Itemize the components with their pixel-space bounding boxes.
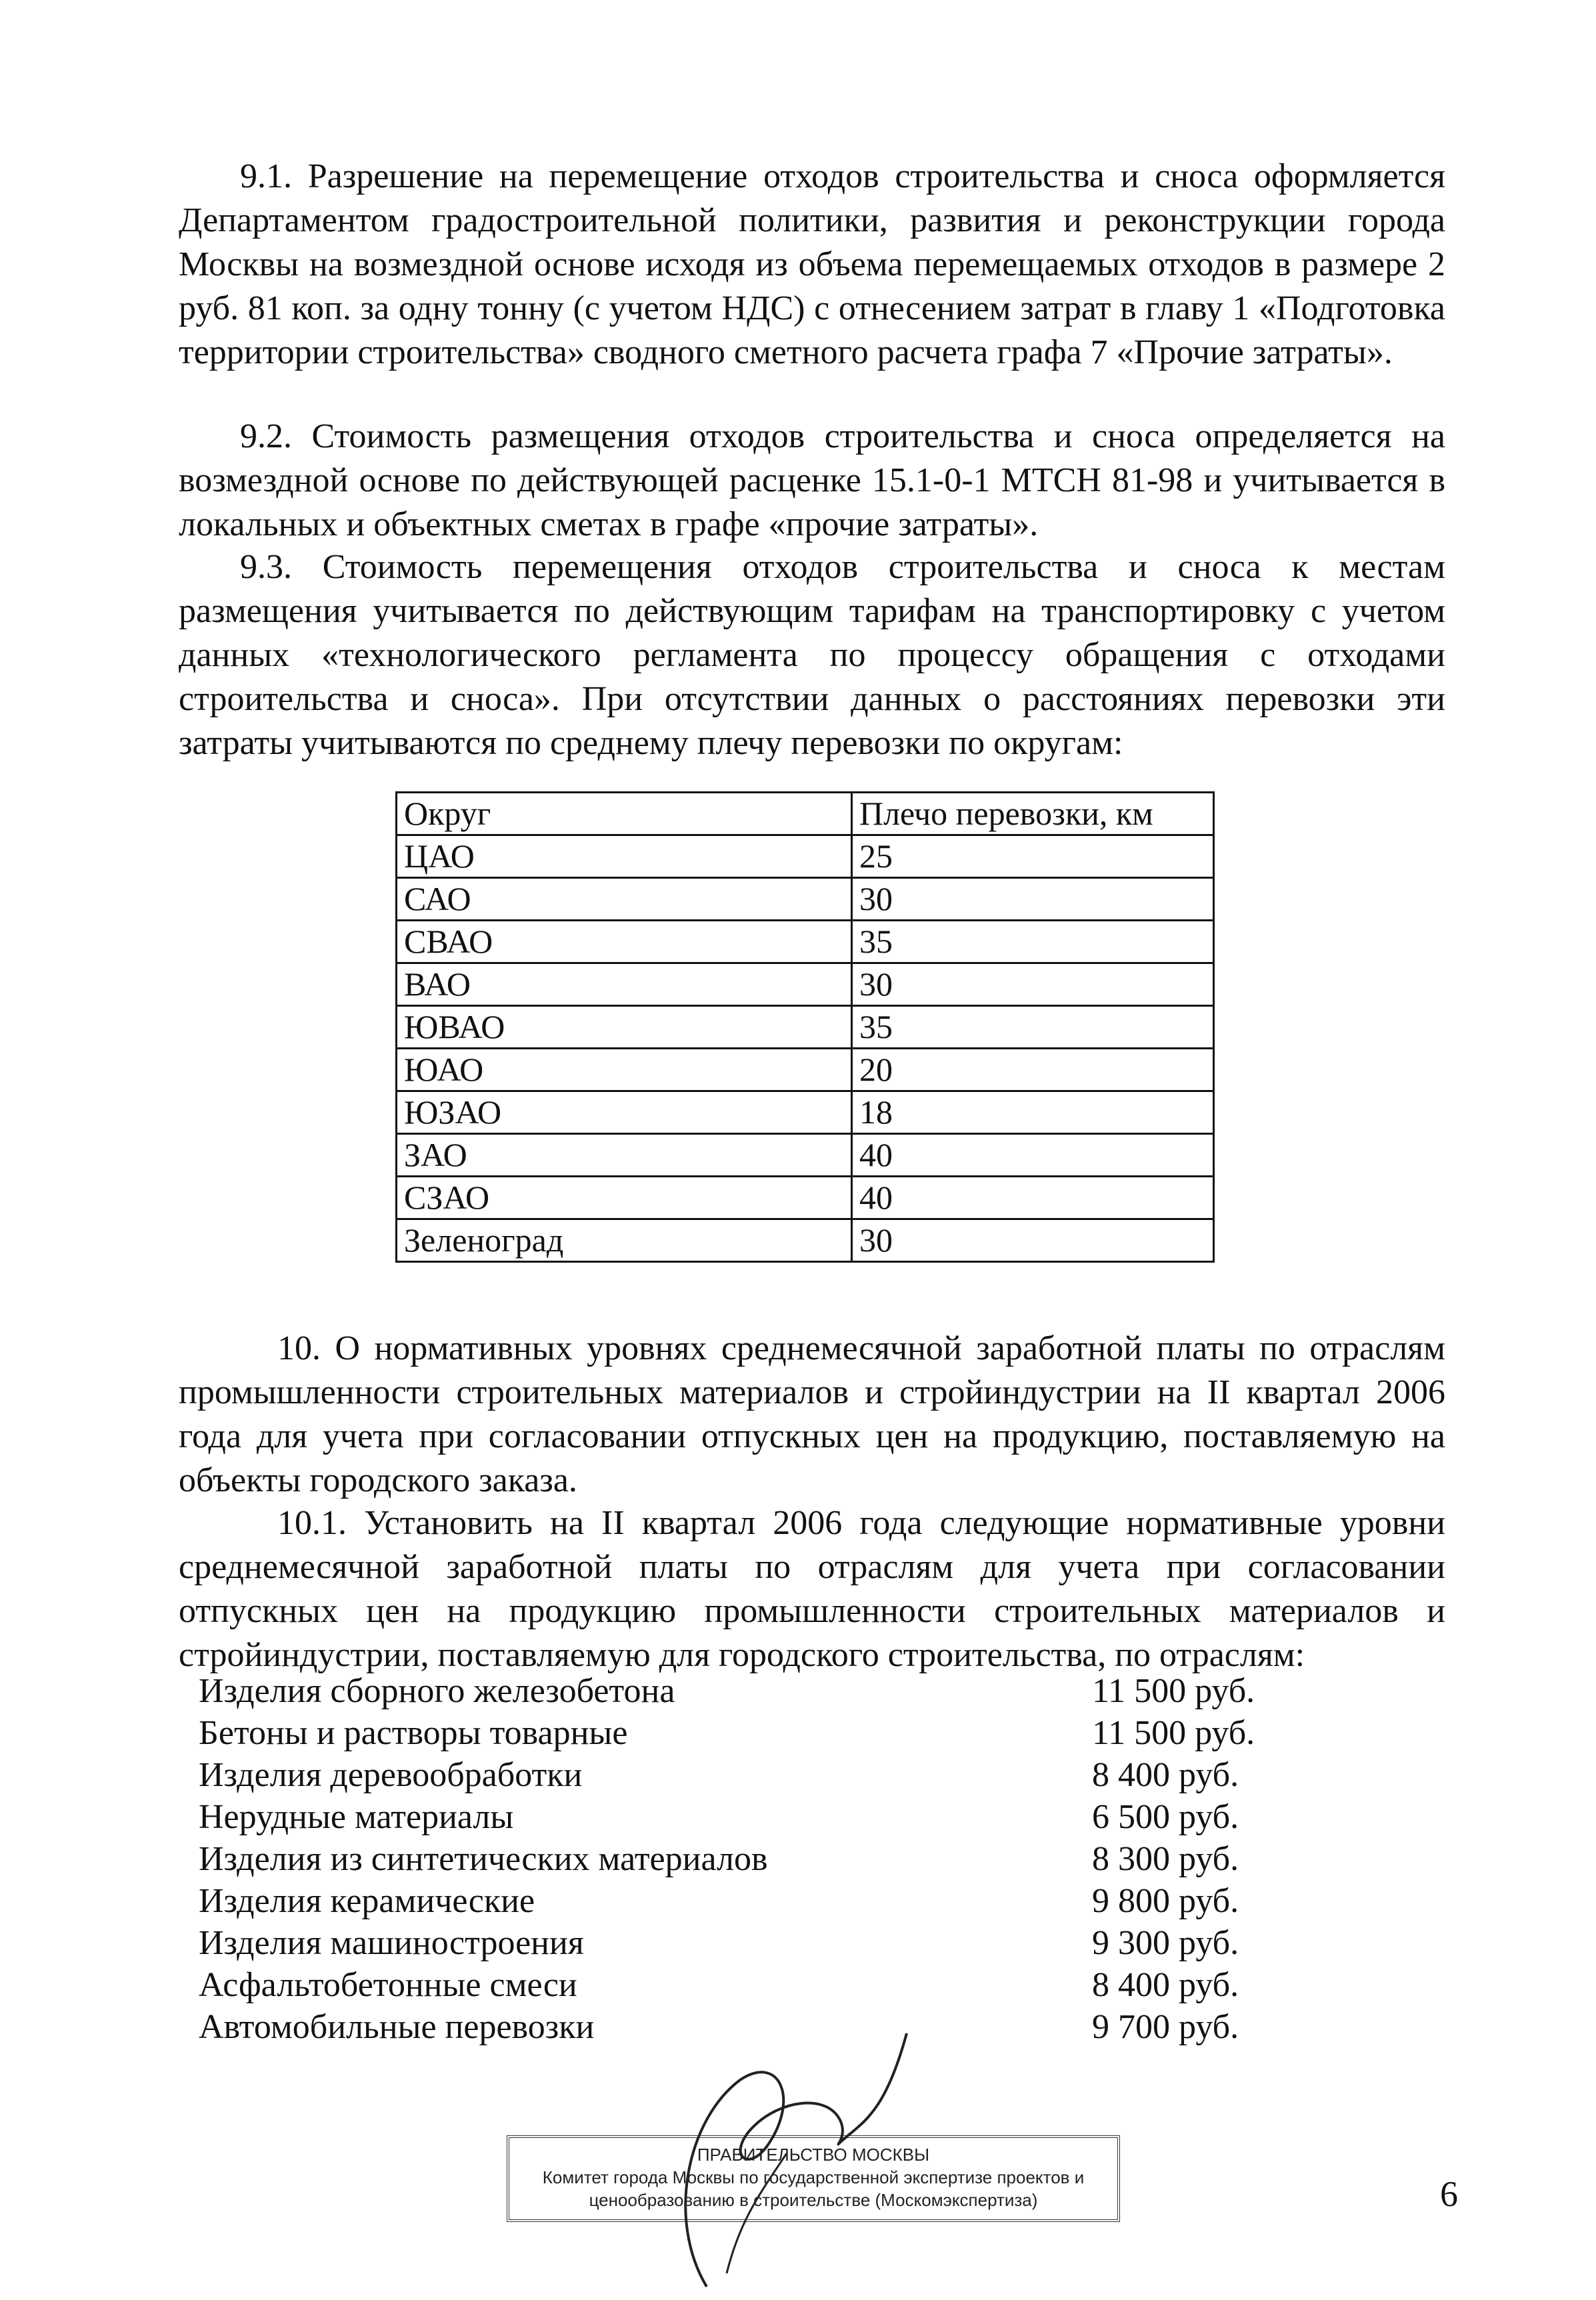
district-cell: ЮАО [397,1049,852,1091]
paragraph-9-2: 9.2. Стоимость размещения отходов строительства и сноса определяется на возмездной основе по действующей расценке 15.1-0-1 МТСН 81-98 и учитывается в локальных и объектных сметах в графе «прочие затраты». [179,417,1445,543]
stamp-line: ценообразованию в строительстве (Москомэкспертиза) [589,2190,1038,2210]
table-row [397,878,1214,921]
industry-name: Асфальтобетонные смеси [199,1966,577,2004]
table-header-row [397,793,1214,835]
page-number: 6 [1440,2174,1458,2214]
distance-cell: 30 [852,878,1214,921]
industry-name: Изделия деревообработки [199,1756,583,1794]
district-cell: СЗАО [397,1177,852,1219]
distance-cell: 35 [852,921,1214,963]
paragraph-9-3: 9.3. Стоимость перемещения отходов строительства и сноса к местам размещения учитывается по действующим тарифам на транспортировку с учетом данных «технологического регламента по процессу обращения с отходами строительства и сноса». При отсутствии данных о расстояниях перевозки эти затраты учитываются по среднему плечу перевозки по округам: [179,548,1445,762]
wage-amount: 8 400 руб. [1092,1966,1239,2004]
table-row [397,1177,1214,1219]
wage-amount: 9 800 руб. [1092,1882,1239,1920]
table-row [397,835,1214,878]
handwritten-signature [627,2020,960,2300]
district-cell: ЮВАО [397,1006,852,1049]
district-distance-table [395,791,1215,1263]
wage-amount: 6 500 руб. [1092,1798,1239,1836]
distance-cell: 18 [852,1091,1214,1134]
table-row [397,1091,1214,1134]
industry-name: Нерудные материалы [199,1798,514,1836]
industry-name: Изделия керамические [199,1882,535,1920]
header-distance: Плечо перевозки, км [852,793,1214,835]
industry-name: Бетоны и растворы товарные [199,1714,628,1752]
district-cell: ЮЗАО [397,1091,852,1134]
distance-cell: 40 [852,1134,1214,1177]
header-district: Округ [397,793,852,835]
table-row [397,1049,1214,1091]
industry-name: Изделия сборного железобетона [199,1672,675,1710]
wage-amount: 8 400 руб. [1092,1756,1239,1794]
distance-cell: 25 [852,835,1214,878]
table-row [397,1006,1214,1049]
distance-cell: 40 [852,1177,1214,1219]
district-cell: Зеленоград [397,1219,852,1262]
wage-amount: 8 300 руб. [1092,1840,1239,1878]
paragraph-10: 10. О нормативных уровнях среднемесячной заработной платы по отраслям промышленности строительных материалов и стройиндустрии на II квартал 2006 года для учета при согласовании отпускных цен на продукцию, поставляемую на объекты городского заказа. [179,1329,1445,1499]
stamp-line: Комитет города Москвы по государственной экспертизе проектов и [542,2167,1085,2187]
table-row [397,921,1214,963]
stamp-line: ПРАВИТЕЛЬСТВО МОСКВЫ [697,2145,930,2165]
wage-amount: 9 700 руб. [1092,2008,1239,2046]
industry-name: Автомобильные перевозки [199,2008,595,2046]
table-row [397,963,1214,1006]
paragraph-10-1: 10.1. Установить на II квартал 2006 года следующие нормативные уровни среднемесячной заработной платы по отраслям для учета при согласовании отпускных цен на продукцию промышленности строительных материалов и стройиндустрии, поставляемую для городского строительства, по отраслям: [179,1504,1445,1674]
paragraph-9-1: 9.1. Разрешение на перемещение отходов строительства и сноса оформляется Департаментом градостроительной политики, развития и реконструкции города Москвы на возмездной основе исходя из объема перемещаемых отходов в размере 2 руб. 81 коп. за одну тонну (с учетом НДС) с отнесением затрат в главу 1 «Подготовка территории строительства» сводного сметного расчета графа 7 «Прочие затраты». [179,157,1445,371]
wage-amount: 9 300 руб. [1092,1924,1239,1962]
district-cell: САО [397,878,852,921]
distance-cell: 30 [852,1219,1214,1262]
industry-name: Изделия из синтетических материалов [199,1840,768,1878]
district-cell: ЦАО [397,835,852,878]
distance-cell: 20 [852,1049,1214,1091]
distance-cell: 30 [852,963,1214,1006]
distance-cell: 35 [852,1006,1214,1049]
district-cell: ВАО [397,963,852,1006]
wage-amount: 11 500 руб. [1092,1672,1255,1710]
district-cell: ЗАО [397,1134,852,1177]
table-row [397,1219,1214,1262]
district-cell: СВАО [397,921,852,963]
industry-name: Изделия машиностроения [199,1924,584,1962]
table-row [397,1134,1214,1177]
wage-amount: 11 500 руб. [1092,1714,1255,1752]
